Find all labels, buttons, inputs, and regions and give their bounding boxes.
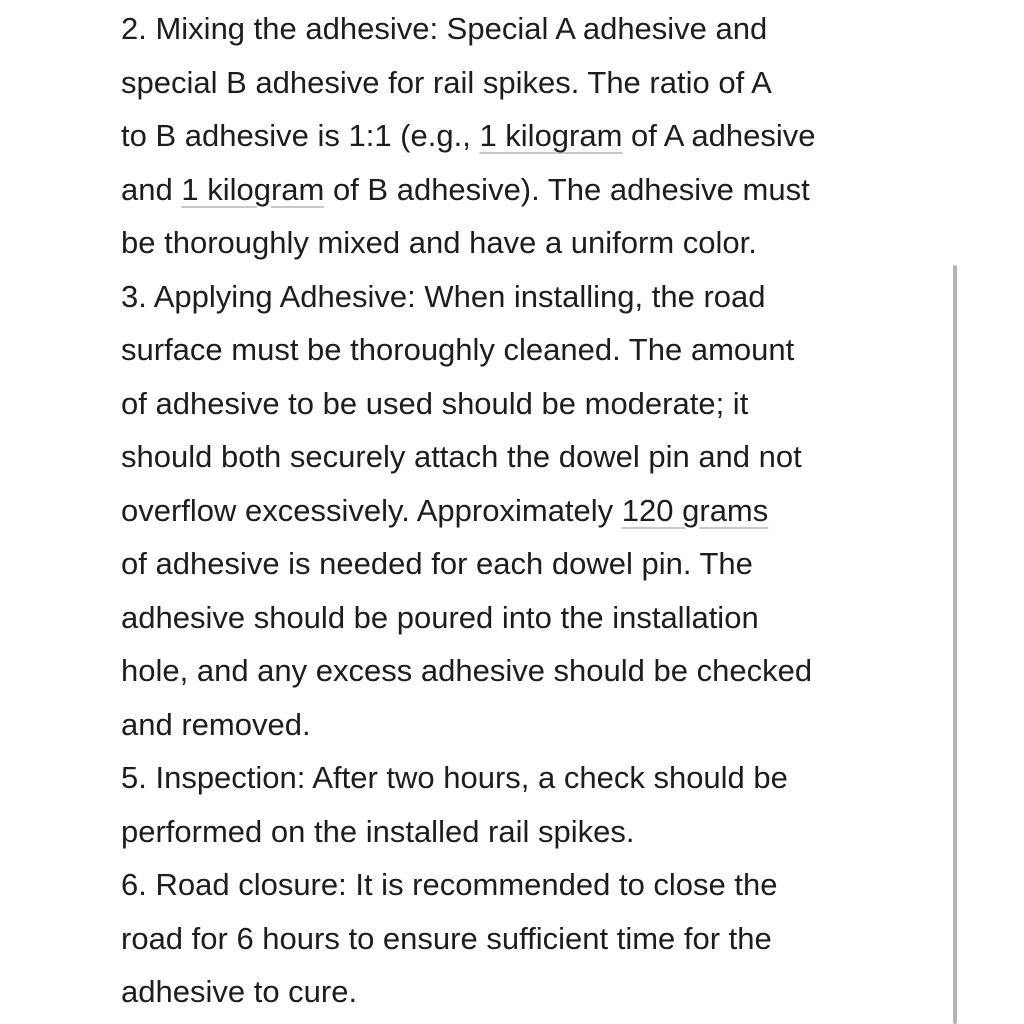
- text-line: [121, 163, 921, 217]
- text-segment: road for 6 hours to ensure sufficient time for the: [121, 920, 772, 956]
- text-segment: 2. Mixing the adhesive: Special A adhesive and: [121, 11, 768, 46]
- text-segment: hole, and any excess adhesive should be checked: [121, 653, 813, 688]
- text-segment: 5. Inspection: After two hours, a check should be: [121, 760, 788, 795]
- vertical-scrollbar[interactable]: [953, 265, 957, 1024]
- text-line: [121, 591, 921, 645]
- text-line: [121, 912, 921, 966]
- text-line: [121, 323, 921, 377]
- text-line: [121, 965, 921, 1019]
- text-segment: performed on the installed rail spikes.: [121, 813, 635, 849]
- text-segment: of adhesive to be used should be moderate; it: [121, 385, 749, 421]
- measurement-link[interactable]: 120 grams: [621, 492, 769, 528]
- text-line: [121, 751, 921, 805]
- text-line: [121, 484, 921, 538]
- text-segment: of adhesive is needed for each dowel pin. The: [121, 546, 753, 581]
- text-segment: of B adhesive). The adhesive must: [324, 171, 810, 207]
- text-line: [121, 644, 921, 698]
- text-line: [121, 805, 921, 859]
- text-segment: of A adhesive: [622, 118, 816, 153]
- measurement-link[interactable]: 1 kilogram: [479, 118, 623, 153]
- text-line: [121, 698, 921, 752]
- text-segment: 3. Applying Adhesive: When installing, the road: [121, 278, 766, 314]
- text-segment: be thoroughly mixed and have a uniform color.: [121, 225, 757, 260]
- text-line: [121, 56, 921, 110]
- text-line: [121, 216, 921, 270]
- text-segment: special B adhesive for rail spikes. The ratio of A: [121, 64, 772, 100]
- text-segment: 6. Road closure: It is recommended to close the: [121, 867, 778, 902]
- text-line: [121, 109, 921, 163]
- text-line: [121, 537, 921, 591]
- text-line: [121, 270, 921, 324]
- text-segment: should both securely attach the dowel pin and not: [121, 439, 802, 474]
- text-segment: and removed.: [121, 706, 311, 742]
- text-line: [121, 2, 921, 56]
- text-segment: adhesive should be poured into the installation: [121, 599, 759, 635]
- text-line: [121, 858, 921, 912]
- text-line: [121, 377, 921, 431]
- text-segment: to B adhesive is 1:1 (e.g.,: [121, 118, 480, 153]
- text-segment: surface must be thoroughly cleaned. The amount: [121, 332, 795, 367]
- text-segment: overflow excessively. Approximately: [121, 492, 622, 528]
- measurement-link[interactable]: 1 kilogram: [181, 171, 325, 207]
- text-segment: and: [121, 171, 182, 207]
- document-text: [121, 2, 921, 1019]
- text-segment: adhesive to cure.: [121, 974, 358, 1009]
- text-line: [121, 430, 921, 484]
